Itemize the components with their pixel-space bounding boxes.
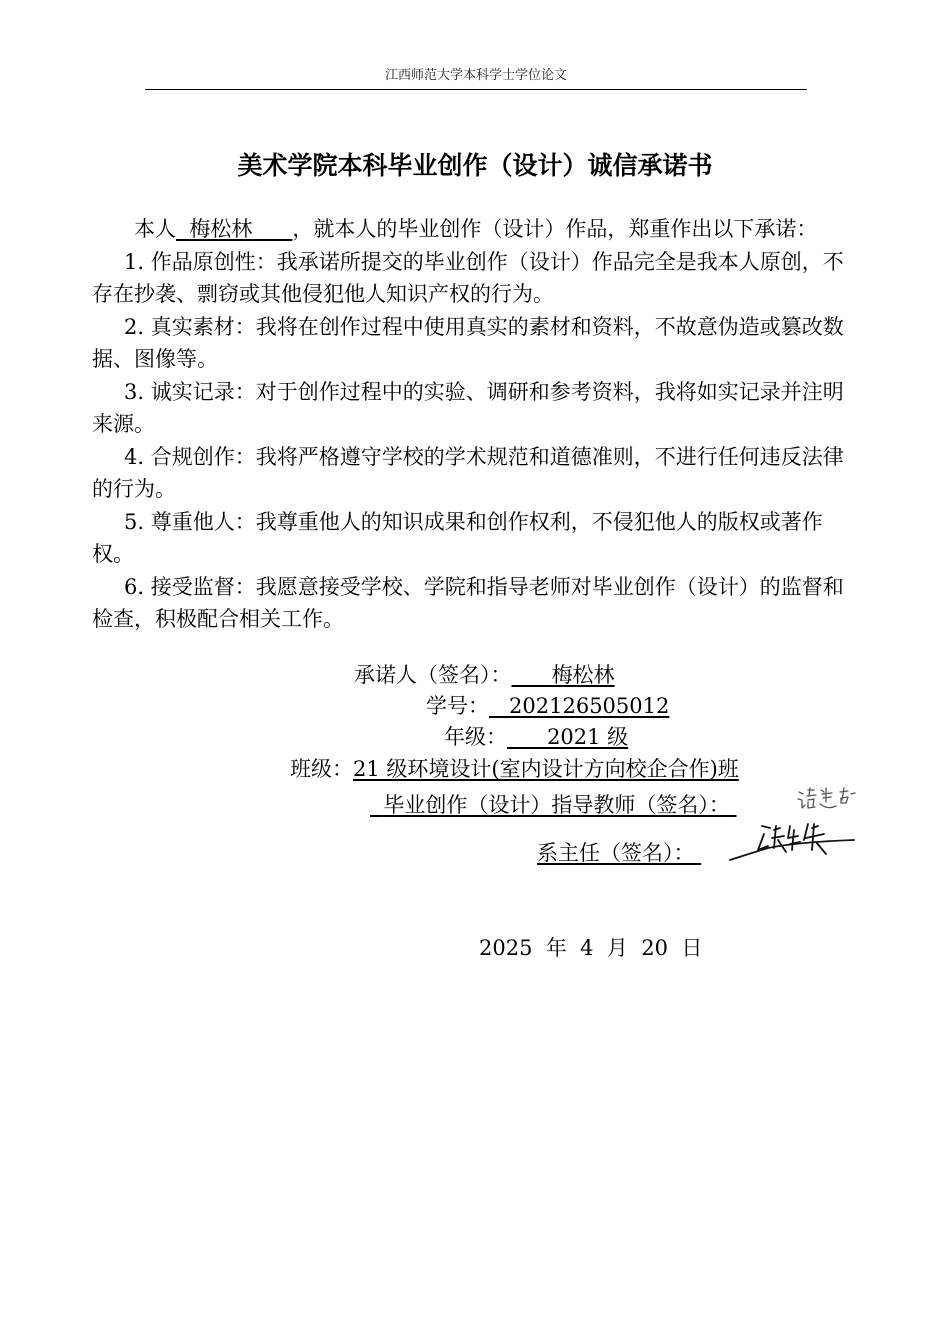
class-label: 班级： — [290, 757, 353, 781]
pledge-item-number: 4. — [124, 444, 145, 469]
promisor-field — [512, 663, 615, 687]
advisor-field — [370, 793, 737, 817]
pledge-item-text: 作品原创性：我承诺所提交的毕业创作（设计）作品完全是我本人原创，不存在抄袭、剽窃或其他侵犯他人知识产权的行为。 — [92, 249, 844, 306]
pledge-item-2 — [92, 311, 854, 376]
student-id-value: 202126505012 — [509, 694, 670, 718]
pledge-item-text: 尊重他人：我尊重他人的知识成果和创作权利，不侵犯他人的版权或著作权。 — [92, 509, 823, 566]
pledge-item-number: 3. — [124, 379, 145, 404]
advisor-handwritten-signature — [796, 784, 860, 816]
date-day: 20 — [641, 936, 668, 960]
intro-name: 梅松林 — [189, 217, 253, 241]
advisor-label: 毕业创作（设计）指导教师（签名）： — [383, 793, 730, 817]
student-id-field — [489, 694, 669, 718]
pledge-item-4 — [92, 441, 854, 506]
pledge-item-6 — [92, 571, 854, 636]
promisor-line — [354, 660, 615, 690]
student-id-line — [426, 691, 669, 721]
date-day-unit: 日 — [681, 936, 703, 960]
pledge-item-text: 真实素材：我将在创作过程中使用真实的素材和资料，不故意伪造或篡改数据、图像等。 — [92, 314, 844, 371]
date-month: 4 — [580, 936, 594, 960]
dean-field — [537, 841, 701, 865]
pledge-item-number: 6. — [124, 574, 145, 599]
pledge-item-5 — [92, 506, 854, 571]
pledge-body — [92, 213, 854, 636]
grade-label: 年级： — [444, 725, 507, 749]
dean-handwritten-signature — [728, 820, 858, 866]
intro-prefix: 本人 — [134, 217, 176, 241]
grade-line — [444, 722, 628, 752]
grade-field — [507, 725, 628, 749]
advisor-line — [370, 790, 737, 820]
pledge-item-number: 2. — [124, 314, 145, 339]
pledge-item-3 — [92, 376, 854, 441]
date-year: 2025 — [479, 936, 533, 960]
grade-value: 2021 级 — [547, 725, 629, 749]
pledge-item-text: 诚实记录：对于创作过程中的实验、调研和参考资料，我将如实记录并注明来源。 — [92, 379, 844, 436]
date-month-unit: 月 — [606, 936, 628, 960]
intro-paragraph — [92, 213, 854, 246]
pledge-item-1 — [92, 246, 854, 311]
promisor-value: 梅松林 — [551, 663, 615, 687]
date-year-unit: 年 — [545, 936, 567, 960]
class-line — [290, 754, 739, 784]
pledge-item-number: 1. — [124, 249, 145, 274]
pledge-item-text: 接受监督：我愿意接受学校、学院和指导老师对毕业创作（设计）的监督和检查，积极配合相关工作。 — [92, 574, 844, 631]
page-header: 江西师范大学本科学士学位论文 — [384, 68, 567, 83]
intro-suffix: ，就本人的毕业创作（设计）作品，郑重作出以下承诺： — [292, 217, 818, 241]
class-value: 21 级环境设计(室内设计方向校企合作)班 — [353, 757, 739, 781]
dean-label: 系主任（签名）： — [537, 841, 695, 865]
dean-line — [537, 838, 701, 868]
pledge-item-number: 5. — [124, 509, 145, 534]
pledge-item-text: 合规创作：我将严格遵守学校的学术规范和道德准则，不进行任何违反法律的行为。 — [92, 444, 844, 501]
promisor-label: 承诺人（签名）： — [354, 663, 512, 687]
intro-name-field — [176, 217, 292, 241]
document-title: 美术学院本科毕业创作（设计）诚信承诺书 — [237, 151, 713, 180]
student-id-label: 学号： — [426, 694, 489, 718]
header-rule — [145, 89, 807, 90]
date-line — [479, 933, 702, 963]
